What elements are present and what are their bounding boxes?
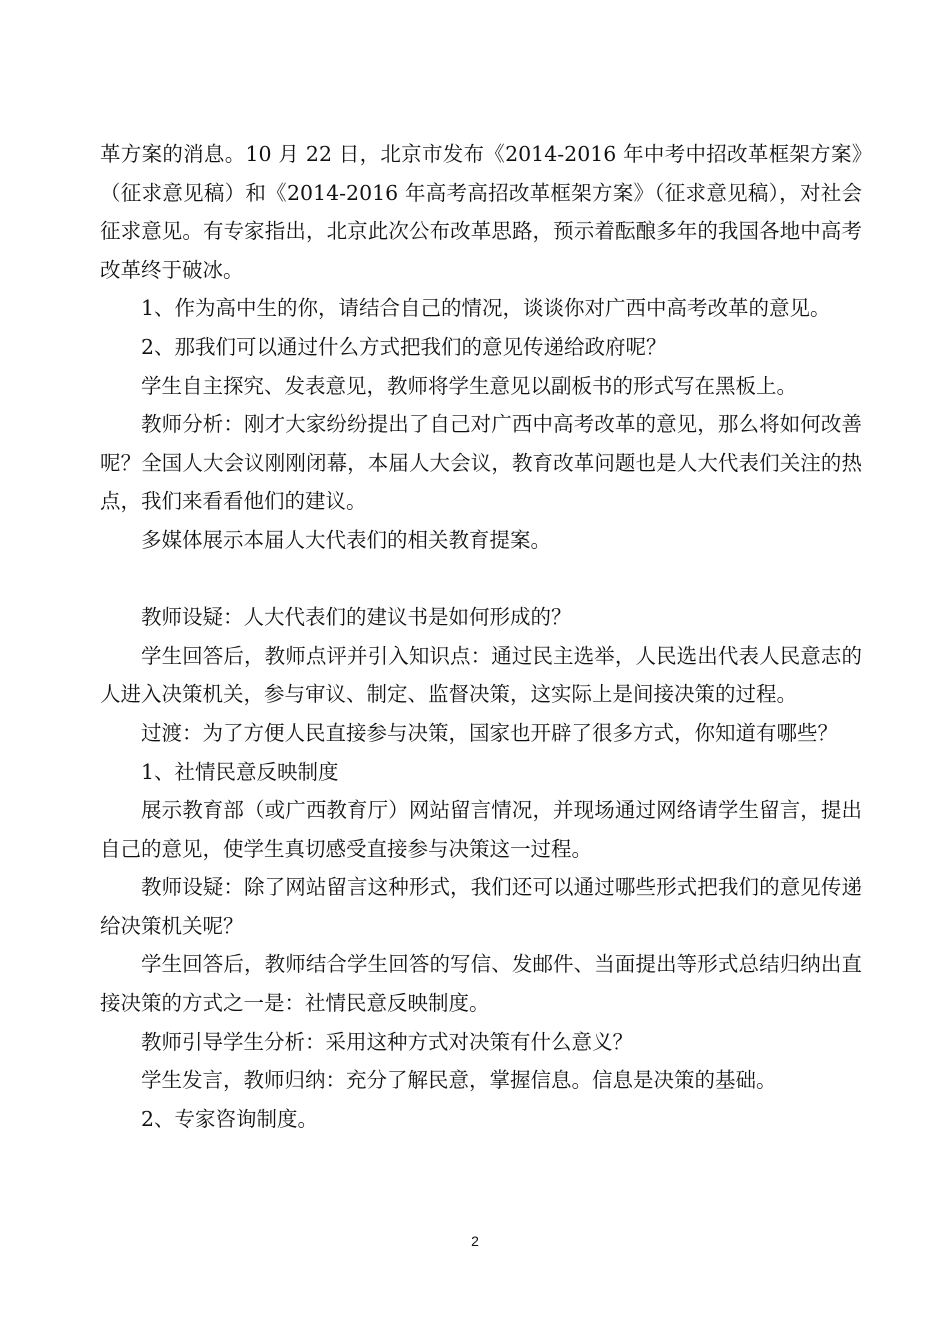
paragraph-teacher-question-1: 教师设疑：人大代表们的建议书是如何形成的？ — [141, 605, 572, 630]
paragraph-teacher-analysis: 教师分析：刚才大家纷纷提出了自己对广西中高考改革的意见，那么将如何改善呢？全国人大会议刚刚闭幕，本届人大会议，教育改革问题也是人大代表们关注的热点，我们来看看他们的建议。 — [100, 412, 862, 514]
paragraph-question-1: 1、作为高中生的你，请结合自己的情况，谈谈你对广西中高考改革的意见。 — [141, 296, 831, 321]
paragraph-multimedia: 多媒体展示本届人大代表们的相关教育提案。 — [141, 527, 551, 552]
paragraph-guided-analysis: 教师引导学生分析：采用这种方式对决策有什么意义？ — [141, 1029, 633, 1054]
blank-line — [100, 560, 862, 599]
paragraph-question-2: 2、那我们可以通过什么方式把我们的意见传递给政府呢？ — [141, 334, 667, 359]
paragraph-heading-1: 1、社情民意反映制度 — [141, 759, 339, 784]
paragraph-website-message: 展示教育部（或广西教育厅）网站留言情况，并现场通过网络请学生留言，提出自己的意见，使学生真切感受直接参与决策这一过程。 — [100, 798, 862, 861]
paragraph-summary: 学生回答后，教师结合学生回答的写信、发邮件、当面提出等形式总结归纳出直接决策的方式之一是：社情民意反映制度。 — [100, 952, 862, 1016]
paragraph-continuation: 革方案的消息。10 月 22 日，北京市发布《2014-2016 年中考中招改革框架方案》（征求意见稿）和《2014-2016 年高考高招改革框架方案》（征求意见稿），对社会征求意见。有专家指出，北京此次公布改革思路，预示着酝酿多年的我国各地中高考改革终于破冰。 — [100, 142, 862, 282]
paragraph-transition: 过渡：为了方便人民直接参与决策，国家也开辟了很多方式，你知道有哪些？ — [141, 720, 838, 745]
paragraph-student-inquiry: 学生自主探究、发表意见，教师将学生意见以副板书的形式写在黑板上。 — [141, 373, 797, 398]
page-number: 2 — [471, 1233, 479, 1249]
paragraph-conclusion: 学生发言，教师归纳：充分了解民意，掌握信息。信息是决策的基础。 — [141, 1068, 777, 1093]
paragraph-teacher-question-2: 教师设疑：除了网站留言这种形式，我们还可以通过哪些形式把我们的意见传递给决策机关呢？ — [100, 875, 862, 938]
paragraph-heading-2: 2、专家咨询制度。 — [141, 1106, 319, 1131]
document-body — [100, 135, 862, 1138]
paragraph-knowledge-point: 学生回答后，教师点评并引入知识点：通过民主选举，人民选出代表人民意志的人进入决策机关，参与审议、制定、监督决策，这实际上是间接决策的过程。 — [100, 643, 862, 707]
